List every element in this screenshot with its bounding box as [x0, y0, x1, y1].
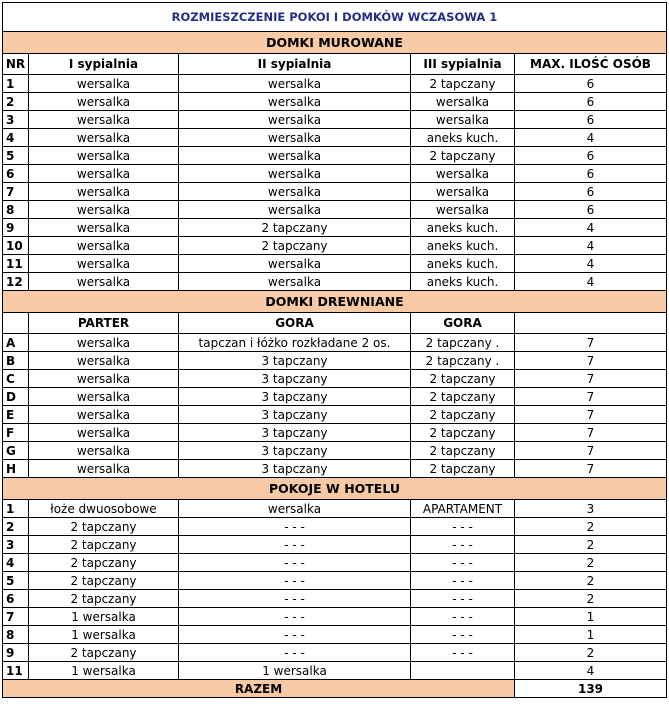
table-row — [3, 406, 667, 424]
cell-c4: 1 — [515, 608, 667, 626]
cell-c4: 2 — [515, 518, 667, 536]
cell-nr: 2 — [3, 518, 29, 536]
cell-nr: 5 — [3, 572, 29, 590]
table-row — [3, 608, 667, 626]
cell-c1: wersalka — [29, 201, 179, 219]
cell-nr: 10 — [3, 237, 29, 255]
cell-c2: 3 tapczany — [179, 370, 411, 388]
cell-c3: - - - — [411, 590, 515, 608]
cell-c2: - - - — [179, 626, 411, 644]
cell-c1: 2 tapczany — [29, 554, 179, 572]
page-title: ROZMIESZCZENIE POKOI I DOMKÓW WCZASOWA 1 — [3, 3, 667, 32]
cell-c1: łoże dwuosobowe — [29, 500, 179, 518]
cell-c4: 7 — [515, 460, 667, 478]
cell-c2: wersalka — [179, 93, 411, 111]
cell-c2: 3 tapczany — [179, 352, 411, 370]
table-row — [3, 590, 667, 608]
cell-c4: 6 — [515, 165, 667, 183]
cell-c3: 2 tapczany — [411, 147, 515, 165]
table-row — [3, 255, 667, 273]
table-row — [3, 93, 667, 111]
cell-c3: 2 tapczany — [411, 406, 515, 424]
cell-c4: 2 — [515, 590, 667, 608]
table-row — [3, 536, 667, 554]
cell-c2: 3 tapczany — [179, 442, 411, 460]
subheader-empty-2 — [515, 313, 667, 334]
cell-c2: - - - — [179, 590, 411, 608]
cell-c3 — [411, 662, 515, 680]
column-header-row — [3, 54, 667, 75]
cell-nr: 9 — [3, 644, 29, 662]
cell-c3: - - - — [411, 518, 515, 536]
cell-nr: 6 — [3, 165, 29, 183]
cell-c4: 7 — [515, 352, 667, 370]
cell-nr: 3 — [3, 111, 29, 129]
cell-c3: APARTAMENT — [411, 500, 515, 518]
cell-c3: aneks kuch. — [411, 237, 515, 255]
cell-nr: A — [3, 334, 29, 352]
total-label: RAZEM — [3, 680, 515, 698]
table-row — [3, 500, 667, 518]
cell-c3: 2 tapczany — [411, 388, 515, 406]
cell-c3: 2 tapczany — [411, 370, 515, 388]
cell-c3: aneks kuch. — [411, 273, 515, 291]
cell-c4: 7 — [515, 388, 667, 406]
table-row — [3, 442, 667, 460]
cell-c4: 2 — [515, 554, 667, 572]
cell-c2: wersalka — [179, 273, 411, 291]
cell-c1: 2 tapczany — [29, 518, 179, 536]
cell-c1: wersalka — [29, 219, 179, 237]
cell-c3: - - - — [411, 572, 515, 590]
section-row-drewniane — [3, 291, 667, 313]
cell-c3: 2 tapczany — [411, 442, 515, 460]
cell-nr: 8 — [3, 201, 29, 219]
cell-c2: - - - — [179, 572, 411, 590]
cell-c2: 3 tapczany — [179, 406, 411, 424]
header-bedroom-3: III sypialnia — [411, 54, 515, 75]
cell-c3: 2 tapczany — [411, 424, 515, 442]
cell-nr: 12 — [3, 273, 29, 291]
cell-c1: wersalka — [29, 388, 179, 406]
table-row — [3, 626, 667, 644]
header-bedroom-1: I sypialnia — [29, 54, 179, 75]
table-row — [3, 111, 667, 129]
cell-c3: - - - — [411, 644, 515, 662]
section-title-drewniane: DOMKI DREWNIANE — [3, 291, 667, 313]
cell-c1: wersalka — [29, 424, 179, 442]
cell-c1: 1 wersalka — [29, 608, 179, 626]
cell-c4: 7 — [515, 424, 667, 442]
cell-c2: wersalka — [179, 147, 411, 165]
cell-c2: 3 tapczany — [179, 388, 411, 406]
cell-c3: 2 tapczany — [411, 460, 515, 478]
table-row — [3, 183, 667, 201]
table-row — [3, 370, 667, 388]
cell-c3: wersalka — [411, 183, 515, 201]
cell-c2: wersalka — [179, 500, 411, 518]
cell-c3: wersalka — [411, 93, 515, 111]
section-title-murowane: DOMKI MUROWANE — [3, 32, 667, 54]
cell-c2: - - - — [179, 608, 411, 626]
cell-nr: 6 — [3, 590, 29, 608]
cell-c4: 4 — [515, 255, 667, 273]
header-max-persons: MAX. ILOŚĆ OSÓB — [515, 54, 667, 75]
cell-c3: aneks kuch. — [411, 219, 515, 237]
cell-c2: 2 tapczany — [179, 219, 411, 237]
cell-c1: wersalka — [29, 442, 179, 460]
cell-nr: 7 — [3, 608, 29, 626]
section-row-hotel — [3, 478, 667, 500]
cell-c3: wersalka — [411, 165, 515, 183]
cell-c4: 7 — [515, 406, 667, 424]
cell-c2: wersalka — [179, 201, 411, 219]
cell-c4: 2 — [515, 536, 667, 554]
table-row — [3, 147, 667, 165]
cell-c4: 7 — [515, 334, 667, 352]
section-row-murowane — [3, 32, 667, 54]
cell-c4: 2 — [515, 572, 667, 590]
table-row — [3, 388, 667, 406]
subheader-empty — [3, 313, 29, 334]
table-row — [3, 460, 667, 478]
cell-c1: wersalka — [29, 460, 179, 478]
cell-c4: 6 — [515, 183, 667, 201]
cell-c2: - - - — [179, 536, 411, 554]
cell-nr: 9 — [3, 219, 29, 237]
table-row — [3, 662, 667, 680]
cell-nr: D — [3, 388, 29, 406]
cell-c4: 7 — [515, 442, 667, 460]
cell-c1: 2 tapczany — [29, 572, 179, 590]
cell-c4: 3 — [515, 500, 667, 518]
cell-c2: wersalka — [179, 165, 411, 183]
cell-c1: wersalka — [29, 273, 179, 291]
total-value: 139 — [515, 680, 667, 698]
cell-c1: wersalka — [29, 165, 179, 183]
table-row — [3, 201, 667, 219]
cell-c1: 1 wersalka — [29, 662, 179, 680]
table-row — [3, 219, 667, 237]
cell-nr: B — [3, 352, 29, 370]
cell-c4: 4 — [515, 129, 667, 147]
table-row — [3, 237, 667, 255]
table-row — [3, 334, 667, 352]
cell-c1: wersalka — [29, 352, 179, 370]
cell-c3: - - - — [411, 626, 515, 644]
subheader-gora-1: GORA — [179, 313, 411, 334]
cell-c2: wersalka — [179, 255, 411, 273]
cell-c2: tapczan i łóżko rozkładane 2 os. — [179, 334, 411, 352]
cell-c1: wersalka — [29, 129, 179, 147]
header-nr: NR — [3, 54, 29, 75]
cell-nr: 4 — [3, 129, 29, 147]
cell-c3: wersalka — [411, 201, 515, 219]
subheader-gora-2: GORA — [411, 313, 515, 334]
cell-c1: wersalka — [29, 406, 179, 424]
cell-nr: 11 — [3, 662, 29, 680]
cell-c1: 1 wersalka — [29, 626, 179, 644]
cell-c4: 6 — [515, 201, 667, 219]
cell-c1: wersalka — [29, 111, 179, 129]
cell-c1: wersalka — [29, 183, 179, 201]
cell-c2: 3 tapczany — [179, 460, 411, 478]
cell-c3: - - - — [411, 536, 515, 554]
table-row — [3, 424, 667, 442]
cell-nr: G — [3, 442, 29, 460]
cell-c3: 2 tapczany — [411, 75, 515, 93]
table-row — [3, 165, 667, 183]
cell-nr: 11 — [3, 255, 29, 273]
room-allocation-sheet — [2, 2, 666, 718]
cell-c4: 4 — [515, 662, 667, 680]
header-bedroom-2: II sypialnia — [179, 54, 411, 75]
cell-c2: - - - — [179, 554, 411, 572]
table-row — [3, 644, 667, 662]
cell-c2: wersalka — [179, 183, 411, 201]
room-allocation-table — [2, 2, 667, 698]
cell-nr: E — [3, 406, 29, 424]
cell-c4: 4 — [515, 273, 667, 291]
cell-c1: wersalka — [29, 370, 179, 388]
cell-c3: aneks kuch. — [411, 129, 515, 147]
cell-c2: 2 tapczany — [179, 237, 411, 255]
cell-nr: 7 — [3, 183, 29, 201]
cell-nr: 8 — [3, 626, 29, 644]
cell-c2: wersalka — [179, 129, 411, 147]
cell-c3: - - - — [411, 608, 515, 626]
cell-c3: aneks kuch. — [411, 255, 515, 273]
cell-c2: wersalka — [179, 75, 411, 93]
cell-nr: 2 — [3, 93, 29, 111]
cell-c2: 1 wersalka — [179, 662, 411, 680]
table-row — [3, 572, 667, 590]
cell-c1: wersalka — [29, 75, 179, 93]
table-row — [3, 273, 667, 291]
subheader-parter: PARTER — [29, 313, 179, 334]
cell-nr: F — [3, 424, 29, 442]
cell-nr: C — [3, 370, 29, 388]
table-row — [3, 352, 667, 370]
cell-c1: wersalka — [29, 147, 179, 165]
total-row — [3, 680, 667, 698]
cell-c3: 2 tapczany . — [411, 352, 515, 370]
table-row — [3, 75, 667, 93]
cell-c4: 2 — [515, 644, 667, 662]
cell-nr: 1 — [3, 500, 29, 518]
cell-c1: wersalka — [29, 93, 179, 111]
cell-nr: H — [3, 460, 29, 478]
title-row — [3, 3, 667, 32]
table-row — [3, 554, 667, 572]
cell-nr: 3 — [3, 536, 29, 554]
cell-c1: wersalka — [29, 237, 179, 255]
cell-c3: 2 tapczany . — [411, 334, 515, 352]
cell-c4: 4 — [515, 237, 667, 255]
cell-c1: 2 tapczany — [29, 644, 179, 662]
cell-c4: 6 — [515, 93, 667, 111]
cell-c4: 1 — [515, 626, 667, 644]
cell-c2: - - - — [179, 518, 411, 536]
cell-c1: 2 tapczany — [29, 536, 179, 554]
cell-c4: 4 — [515, 219, 667, 237]
cell-c3: wersalka — [411, 111, 515, 129]
table-row — [3, 518, 667, 536]
subheader-row-drewniane — [3, 313, 667, 334]
cell-nr: 4 — [3, 554, 29, 572]
cell-c2: - - - — [179, 644, 411, 662]
table-row — [3, 129, 667, 147]
cell-nr: 5 — [3, 147, 29, 165]
section-title-hotel: POKOJE W HOTELU — [3, 478, 667, 500]
cell-c4: 6 — [515, 75, 667, 93]
cell-c1: wersalka — [29, 334, 179, 352]
cell-c1: 2 tapczany — [29, 590, 179, 608]
cell-c1: wersalka — [29, 255, 179, 273]
cell-c2: 3 tapczany — [179, 424, 411, 442]
cell-c2: wersalka — [179, 111, 411, 129]
cell-nr: 1 — [3, 75, 29, 93]
cell-c4: 6 — [515, 147, 667, 165]
cell-c4: 6 — [515, 111, 667, 129]
cell-c3: - - - — [411, 554, 515, 572]
cell-c4: 7 — [515, 370, 667, 388]
